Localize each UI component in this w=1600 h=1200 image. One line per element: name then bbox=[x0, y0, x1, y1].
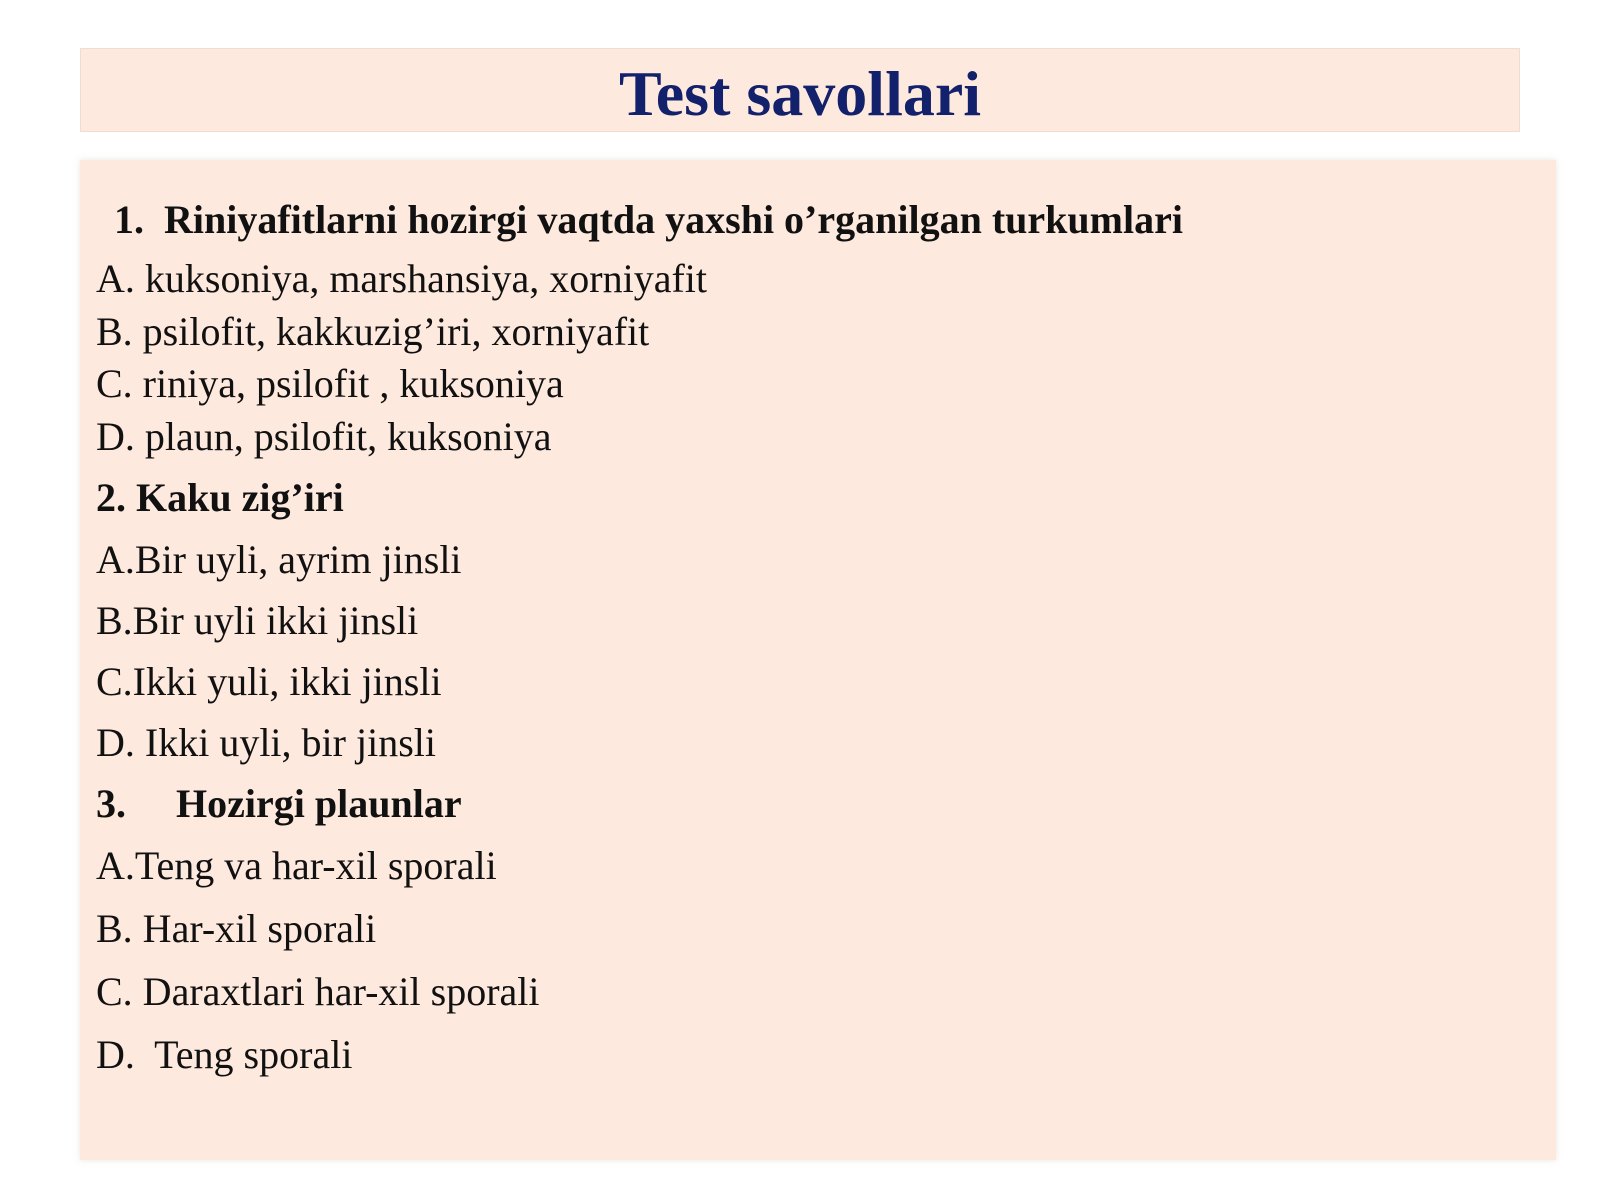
question-2-number: 2. bbox=[96, 475, 126, 520]
question-1-option-c: C. riniya, psilofit , kuksoniya bbox=[96, 361, 564, 406]
question-2-option-a: A.Bir uyli, ayrim jinsli bbox=[96, 537, 462, 582]
question-3-text: Hozirgi plaunlar bbox=[176, 781, 462, 826]
question-2-option-d: D. Ikki uyli, bir jinsli bbox=[96, 720, 436, 765]
questions-panel bbox=[80, 160, 1556, 1160]
question-2-option-b: B.Bir uyli ikki jinsli bbox=[96, 598, 419, 643]
question-2 bbox=[96, 474, 344, 522]
question-1-text: Riniyafitlarni hozirgi vaqtda yaxshi o’rganilgan turkumlari bbox=[164, 197, 1183, 242]
question-1-option-a: A. kuksoniya, marshansiya, xorniyafit bbox=[96, 256, 707, 301]
question-1-number: 1. bbox=[114, 197, 144, 242]
title-box bbox=[80, 48, 1520, 132]
question-3 bbox=[96, 780, 462, 828]
question-2-option-c: C.Ikki yuli, ikki jinsli bbox=[96, 659, 442, 704]
question-1 bbox=[114, 196, 1183, 244]
question-1-option-b: B. psilofit, kakkuzig’iri, xorniyafit bbox=[96, 309, 650, 354]
question-3-option-d: D. Teng sporali bbox=[96, 1032, 353, 1077]
question-3-option-b: B. Har-xil sporali bbox=[96, 906, 377, 951]
question-3-option-c: C. Daraxtlari har-xil sporali bbox=[96, 969, 540, 1014]
question-3-number: 3. bbox=[96, 781, 126, 826]
question-1-option-d: D. plaun, psilofit, kuksoniya bbox=[96, 414, 552, 459]
page-title: Test savollari bbox=[618, 58, 982, 129]
question-3-option-a: A.Teng va har-xil sporali bbox=[96, 843, 497, 888]
question-2-text: Kaku zig’iri bbox=[136, 475, 344, 520]
